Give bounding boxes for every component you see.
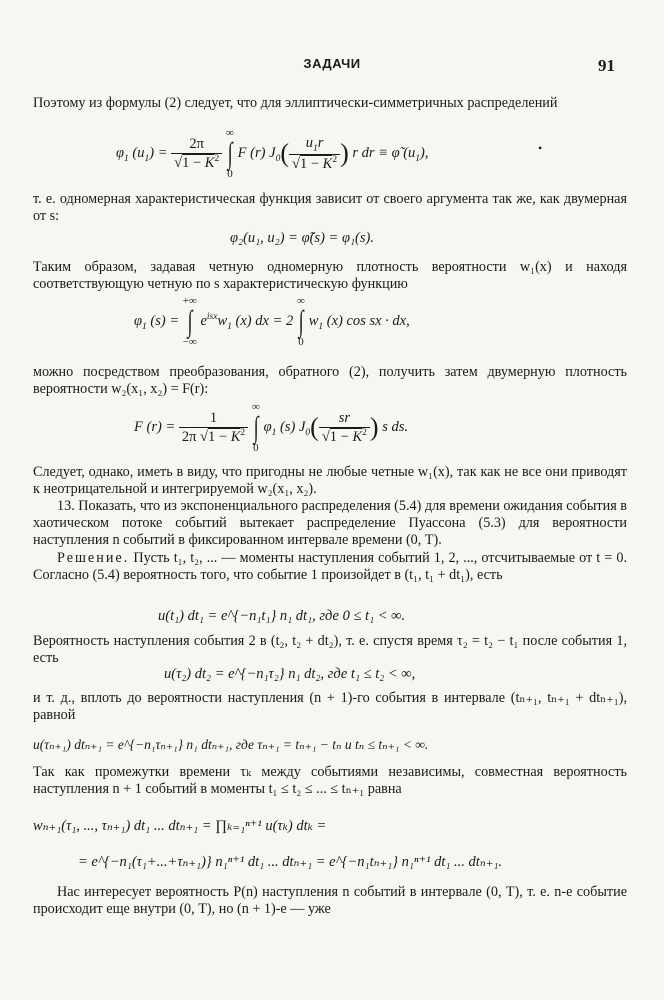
paragraph-6-problem-13: 13. Показать, что из экспоненциального распределения (5.4) для времени ожидания события в хаотическом потоке событий вытекает распределение Пуассона (5.3) для вероятности наступления n событий в фиксированном интервале времени (0, T).: [33, 498, 627, 548]
equation-8a: wₙ₊₁(τ₁, ..., τₙ₊₁) dt₁ ... dtₙ₊₁ = ∏ₖ₌₁ⁿ⁺¹ u(τₖ) dtₖ =: [33, 818, 327, 834]
equation-6: u(τ₂) dt₂ = e^{−n₁τ₂} n₁ dt₂, где t₁ ≤ t₂ < ∞,: [164, 666, 416, 682]
paragraph-11: Нас интересует вероятность P(n) наступления n событий в интервале (0, T), т. е. n-е событие происходит еще внутри (0, T), но (n + 1)-е — уже: [33, 884, 627, 917]
page-number: 91: [598, 56, 615, 75]
equation-1-content: $\varphi_1$ $(u_1)$ = $\frac{2\pi}{√1 - K^2}$ ∞ ∫ 0 F (r) $J_0$( $\frac{u_1r}{√1 - K^2}$ ) r dr ≡ φ̃ $(u_1)$,: [116, 127, 429, 180]
equation-3: [134, 296, 410, 348]
paragraph-2: т. е. одномерная характеристическая функция зависит от своего аргумента так же, как двумерная от s:: [33, 191, 627, 224]
equation-4: [134, 402, 408, 454]
paragraph-7-text: Пусть t₁, t₂, ... — моменты наступления событий 1, 2, ..., отсчитываемые от t = 0. Согласно (5.4) вероятность того, что событие 1 произойдет в (t₁, t₁ + dt₁), есть: [33, 550, 627, 583]
paragraph-1: Поэтому из формулы (2) следует, что для эллиптически-симметричных распределений: [33, 95, 558, 111]
paragraph-9: и т. д., вплоть до вероятности наступления (n + 1)-го события в интервале (tₙ₊₁, tₙ₊₁ + dtₙ₊₁), равной: [33, 690, 627, 723]
paragraph-5: Следует, однако, иметь в виду, что пригодны не любые четные w₁(x), так как не все они приводят к неотрицательной и интегрируемой w₂(x₁, x₂).: [33, 464, 627, 497]
paragraph-7: [33, 550, 627, 584]
equation-2: φ₂(u₁, u₂) = φ̃(s) = φ₁(s).: [230, 230, 374, 246]
equation-7: u(τₙ₊₁) dtₙ₊₁ = e^{−n₁τₙ₊₁} n₁ dtₙ₊₁, где τₙ₊₁ = tₙ₊₁ − tₙ и tₙ ≤ tₙ₊₁ < ∞.: [33, 737, 429, 752]
equation-1: [116, 128, 429, 180]
speck-mark: •: [538, 141, 543, 155]
equation-8b: = e^{−n₁(τ₁+...+τₙ₊₁)} n₁ⁿ⁺¹ dt₁ ... dtₙ₊₁ = e^{−n₁tₙ₊₁} n₁ⁿ⁺¹ dt₁ ... dtₙ₊₁.: [78, 854, 503, 870]
solution-label: Решение.: [57, 550, 130, 566]
paragraph-3: Таким образом, задавая четную одномерную плотность вероятности w₁(x) и находя соответствующую четную по s характеристическую функцию: [33, 259, 627, 292]
paragraph-8: Вероятность наступления события 2 в (t₂, t₂ + dt₂), т. е. спустя время τ₂ = t₂ − t₁ после события 1, есть: [33, 633, 627, 666]
equation-5: u(t₁) dt₁ = e^{−n₁t₁} n₁ dt₁, где 0 ≤ t₁ < ∞.: [158, 608, 406, 624]
equation-3-content: $\varphi_1$ (s) = +∞ ∫ −∞ $e^{isx}w_1$ (x) dx = 2 ∞ ∫ 0 $w_1$ (x) cos sx · dx,: [134, 295, 410, 348]
equation-4-content: F (r) = $\frac{1}{2\pi √1 - K^2}$ ∞ ∫ 0 $\varphi_1$ (s) $J_0$( $\frac{sr}{√1 - K^2}$ ) s ds.: [134, 401, 408, 454]
paragraph-4: можно посредством преобразования, обратного (2), получить затем двумерную плотность вероятности w₂(x₁, x₂) = F(r):: [33, 364, 627, 397]
running-header: ЗАДАЧИ: [303, 56, 361, 71]
paragraph-10: Так как промежутки времени τₖ между событиями независимы, совместная вероятность наступления n + 1 событий в моменты t₁ ≤ t₂ ≤ ... ≤ tₙ₊₁ равна: [33, 764, 627, 797]
